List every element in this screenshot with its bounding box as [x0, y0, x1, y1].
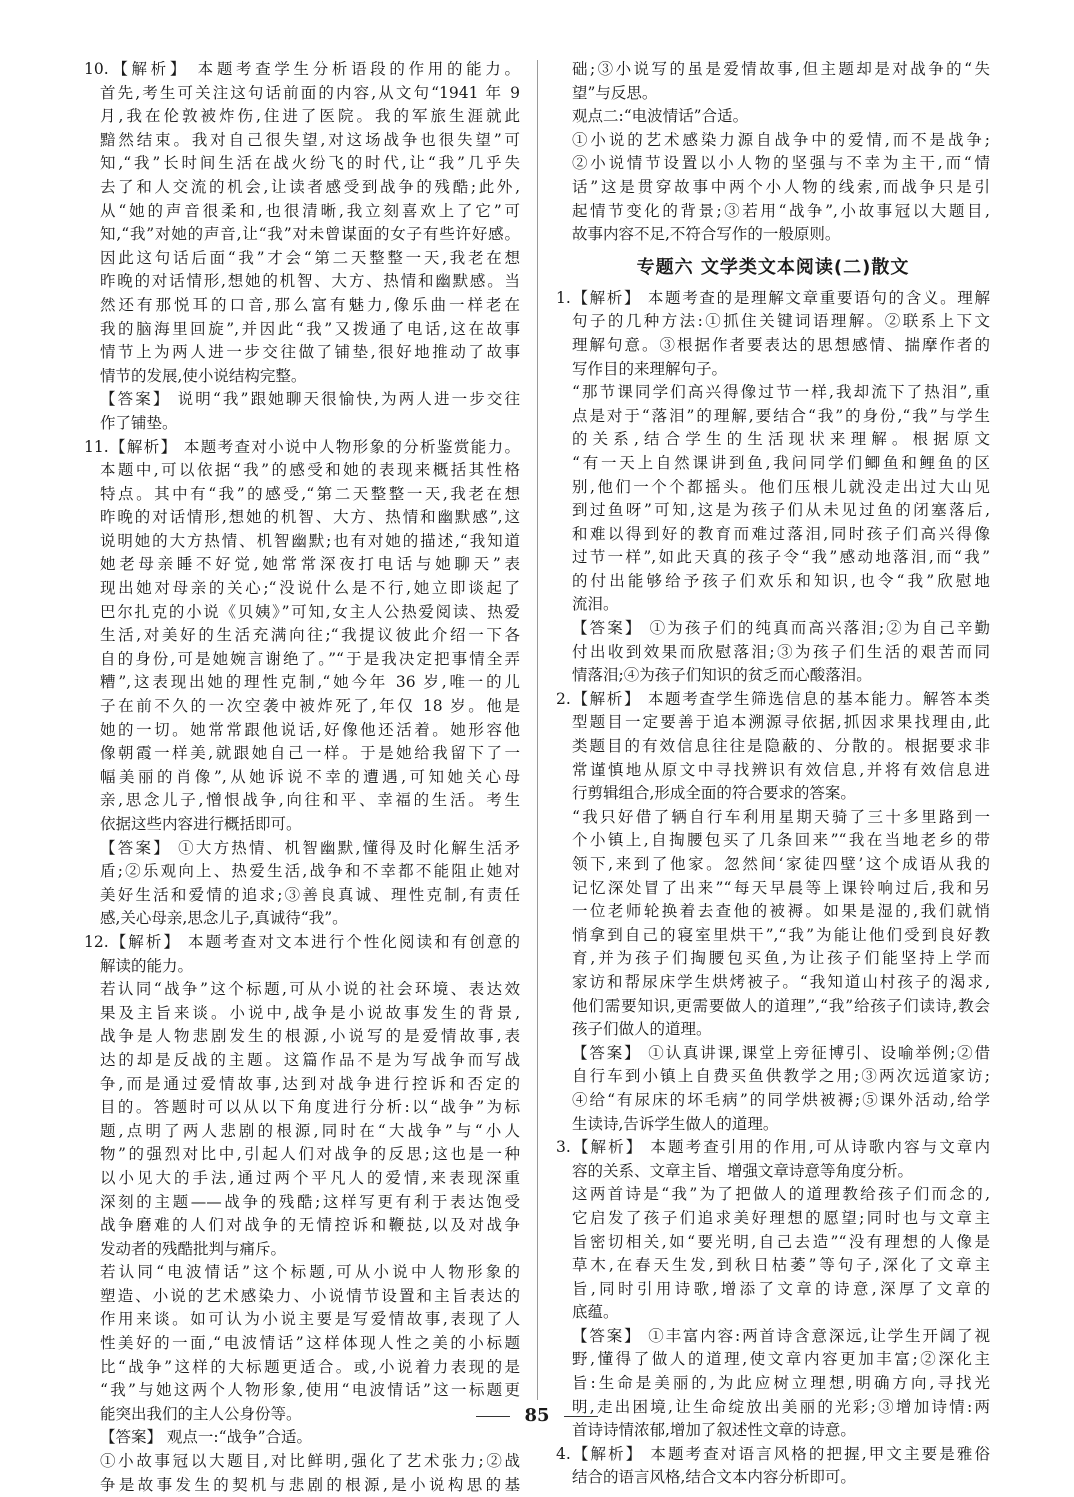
text-line: 能突出我们的主人公身份等。 [100, 1404, 302, 1423]
page-number: 85 [524, 1405, 550, 1426]
text-line: ④给“有尿床的坏毛病”的同学烘被褥;⑤课外活动,给学 [572, 1090, 990, 1109]
right-column [556, 58, 990, 1490]
text-line: 结合的语言风格,结合文本内容分析即可。 [572, 1468, 856, 1487]
text-line: 础;③小说写的虽是爱情故事,但主题却是对战争的“失 [572, 60, 990, 78]
text-line: 和难以得到好的教育而难过落泪,同时孩子们高兴得像 [572, 524, 990, 543]
page-footer [0, 1404, 1074, 1428]
text-line: 一位老师轮换着去查他的被褥。如果是湿的,我们就悄 [572, 902, 990, 921]
text-line: 情节上为两人进一步交往做了铺垫,很好地推动了故事 [100, 343, 520, 362]
text-line: “我”与她这两个人物形象,使用“电波情话”这一标题更 [100, 1381, 520, 1400]
text-line: 的付出能够给予孩子们欢乐和知识,也令“我”欣慰地 [572, 571, 990, 590]
text-line: 到过鱼呀”可知,这是为孩子们从未见过鱼的闭塞落后, [572, 501, 990, 520]
answer-item-r4 [556, 1443, 990, 1490]
text-line: 她的一切。她常常跟他说话,好像他还活着。她形容他 [100, 720, 520, 739]
text-line: 发动者的残酷批判与痛斥。 [100, 1239, 287, 1258]
text-line: 巴尔扎克的小说《贝姨》”可知,女主人公热爱阅读、热爱 [100, 602, 520, 621]
text-line: 战争磨难的人们对战争的无情控诉和鞭挞,以及对战争 [100, 1216, 520, 1235]
text-line: 行剪辑组合,形成全面的符合要求的答案。 [572, 784, 856, 803]
text-line: 情落泪;④为孩子们知识的贫乏而心酸落泪。 [572, 666, 872, 685]
text-line: 子在前不久的一次空袭中被炸死了,年仅 18 岁。他是 [100, 697, 520, 716]
text-line: 型题目一定要善于追本溯源寻依据,抓因求果找理由,此 [572, 713, 990, 732]
text-line: 依据这些内容进行概括即可。 [100, 815, 302, 833]
text-line: 知,“我”对她的声音,让“我”对未曾谋面的女子有些许好感。 [100, 225, 520, 244]
text-line: 深刻的主题——战争的残酷;这样写更有利于表达饱受 [100, 1192, 520, 1211]
text-line: 悄拿到自己的寝室里烘干”,“我”为能让他们受到良好教 [572, 925, 990, 944]
text-line: 目的。答题时可以从以下角度进行分析:以“战争”为标 [100, 1098, 520, 1117]
answer-item-r2 [556, 688, 990, 1136]
text-line: 句子的几种方法:①抓住关键词语理解。②联系上下文 [572, 312, 990, 331]
text-line: 领下,来到了他家。忽然间‘家徒四壁’这个成语从我的 [572, 855, 990, 873]
text-line: 现出她对母亲的关心;“没说什么是不行,她立即谈起了 [100, 579, 520, 598]
text-line: 明,走出困境,让生命绽放出美丽的光彩;③增加诗情:两 [572, 1397, 990, 1416]
text-line: 3.【解析】 本题考查引用的作用,可从诗歌内容与文章内 [556, 1138, 990, 1157]
answer-item-r3 [556, 1136, 990, 1443]
text-line: 生活,对美好的生活充满向往;“我提议彼此介绍一下各 [100, 626, 520, 645]
text-line: 它启发了孩子们追求美好理想的愿望;同时也与文章主 [572, 1208, 990, 1227]
text-line: 写作目的来理解句子。 [572, 359, 728, 378]
text-line: 争,而是通过爱情故事,达到对战争进行控诉和否定的 [100, 1074, 520, 1093]
text-line: 性美好的一面,“电波情话”这样体现人性之美的小标题 [100, 1334, 520, 1353]
text-line: 【答案】 ①大方热情、机智幽默,懂得及时化解生活矛 [100, 838, 520, 857]
text-line: 育,并为孩子们掏腰包买鱼,为让孩子们能坚持上学而 [572, 949, 990, 968]
text-line: 物”的强烈对比中,引起人们对战争的反思;这也是一种 [100, 1145, 520, 1164]
text-line: 4.【解析】 本题考查对语言风格的把握,甲文主要是雅俗 [556, 1444, 990, 1463]
text-line: 2.【解析】 本题考查学生筛选信息的基本能力。解答本类 [556, 689, 990, 708]
text-line: 说明她的大方热情、机智幽默;也有对她的描述,“我知道 [100, 531, 520, 550]
text-line: 旨:生命是美丽的,为此应树立理想,明确方向,寻找光 [572, 1374, 990, 1393]
text-line: 野,懂得了做人的道理,使文章内容更加丰富;②深化主 [572, 1350, 990, 1369]
right-column-answers [556, 287, 990, 1490]
answer-item-q11 [84, 436, 520, 931]
text-line: “我只好借了辆自行车利用星期天骑了三十多里路到一 [572, 807, 990, 826]
text-line: 底蕴。 [572, 1303, 619, 1322]
text-line: 10.【解析】 本题考查学生分析语段的作用的能力。 [84, 60, 520, 78]
text-line: 若认同“战争”这个标题,可从小说的社会环境、表达效 [100, 980, 520, 999]
text-line: 比“战争”这样的大标题更适合。或,小说着力表现的是 [100, 1357, 520, 1376]
text-line: 情节的发展,使小说结构完整。 [100, 366, 307, 385]
text-line: “那节课同学们高兴得像过节一样,我却流下了热泪”,重 [572, 383, 990, 402]
text-line: 然还有那悦耳的口音,那么富有魅力,像乐曲一样老在 [100, 295, 520, 314]
text-line: 作用来谈。如可认为小说主要是写爱情故事,表现了人 [100, 1310, 520, 1329]
text-line: 付出收到效果而欣慰落泪;③为孩子们生活的艰苦而同 [572, 642, 990, 661]
text-line: 我的脑海里回旋”,并因此“我”又拨通了电话,这在故事 [100, 319, 520, 338]
text-line: 点是对于“落泪”的理解,要结合“我”的身份,“我”与学生 [572, 406, 990, 425]
text-line: 特点。其中有“我”的感受,“第二天整整一天,我老在想 [100, 484, 520, 503]
text-line: 12.【解析】 本题考查对文本进行个性化阅读和有创意的 [84, 932, 520, 951]
text-line: 孩子们做人的道理。 [572, 1020, 712, 1039]
text-line: 记忆深处冒了出来”“每天早晨等上课铃响过后,我和另 [572, 878, 990, 897]
text-line: 亲,思念儿子,憎恨战争,向往和平、幸福的生活。考生 [100, 791, 520, 810]
text-line: 果及主旨来谈。小说中,战争是小说故事发生的背景, [100, 1003, 520, 1022]
text-line: 黯然结束。我对自己很失望,对这场战争也很失望”可 [100, 130, 520, 149]
text-line: 感,关心母亲,思念儿子,真诚待“我”。 [100, 909, 348, 928]
section-title: 专题六 文学类文本阅读(二)散文 [636, 256, 910, 278]
text-line: 像朝霞一样美,就跟她自己一样。于是她给我留下了一 [100, 744, 520, 763]
text-line: 11.【解析】 本题考查对小说中人物形象的分析鉴赏能力。 [84, 437, 520, 456]
text-line: ①小故事冠以大题目,对比鲜明,强化了艺术张力;②战 [100, 1452, 520, 1471]
answer-item-r1 [556, 287, 990, 688]
left-column [84, 58, 520, 1497]
text-line: 流泪。 [572, 595, 619, 614]
text-line: 【答案】 ①认真讲课,课堂上旁征博引、设喻举例;②借 [572, 1043, 990, 1062]
text-line: 的关系,结合学生的生活现状来理解。根据原文 [572, 430, 990, 449]
text-line: 理解句意。③根据作者要表达的思想感情、揣摩作者的 [572, 335, 990, 354]
footer-dash [564, 1416, 598, 1417]
text-line: 昨晚的对话情形,想她的机智、大方、热情和幽默感。当 [100, 272, 520, 291]
text-line: 话”这是贯穿故事中两个小人物的线索,而战争只是引 [572, 177, 990, 196]
text-line: 生读诗,告诉学生做人的道理。 [572, 1114, 779, 1133]
text-line: 盾;②乐观向上、热爱生活,战争和不幸都不能阻止她对 [100, 862, 520, 881]
right-column-continuation [556, 58, 990, 247]
text-line: 达的却是反战的主题。这篇作品不是为写战争而写战 [100, 1050, 520, 1069]
column-divider [537, 60, 538, 1400]
text-line: 首先,考生可关注这句话前面的内容,从文句“1941 年 9 [100, 83, 520, 102]
text-line: 旨密切相关,如“要光明,自己去造”“没有理想的人像是 [572, 1232, 990, 1251]
text-line: 争是故事发生的契机与悲剧的根源,是小说构思的基 [100, 1475, 520, 1494]
text-line: 过节一样”,如此天真的孩子令“我”感动地落泪,而“我” [572, 548, 990, 567]
text-line: 昨晚的对话情形,想她的机智、大方、热情和幽默感”,这 [100, 508, 520, 527]
text-line: 容的关系、文章主旨、增强文章诗意等角度分析。 [572, 1161, 914, 1180]
text-line: 因此这句话后面“我”才会“第二天整整一天,我老在想 [100, 248, 520, 267]
text-line: 【答案】 说明“我”跟她聊天很愉快,为两人进一步交往 [100, 390, 520, 409]
text-line: 她老母亲睡不好觉,她常常深夜打电话与她聊天”表 [100, 555, 520, 574]
text-line: 【答案】 ①为孩子们的纯真而高兴落泪;②为自己辛勤 [572, 619, 990, 638]
text-line: “有一天上自然课讲到鱼,我问同学们鲫鱼和鲤鱼的区 [572, 453, 990, 472]
text-line: 知,“我”长时间生活在战火纷飞的时代,让“我”几乎失 [100, 154, 520, 173]
text-line: 解读的能力。 [100, 956, 194, 975]
text-line: 观点二:“电波情话”合适。 [572, 107, 749, 126]
text-line: 自行车到小镇上自费买鱼供教学之用;③两次远道家访; [572, 1067, 990, 1086]
text-line: 作了铺垫。 [100, 413, 178, 432]
text-line: 故事内容不足,不符合写作的一般原则。 [572, 225, 841, 244]
text-line: 草木,在春天生发,到秋日枯萎”等句子,深化了文章主 [572, 1256, 990, 1275]
text-line: 常谨慎地从原文中寻找辨识有效信息,并将有效信息进 [572, 760, 990, 779]
text-line: 自的身份,可是她婉言谢绝了。”“于是我决定把事情全弄 [100, 649, 520, 668]
text-line: ①小说的艺术感染力源自战争中的爱情,而不是战争; [572, 130, 990, 149]
text-line: 本题中,可以依据“我”的感受和她的表现来概括其性格 [100, 461, 520, 480]
answer-item-q10 [84, 58, 520, 436]
text-line: 首诗诗情浓郁,增加了叙述性文章的诗意。 [572, 1421, 856, 1440]
text-line: 从“她的声音很柔和,也很清晰,我立刻喜欢上了它”可 [100, 201, 520, 220]
text-line: 别,他们一个个都摇头。他们压根儿就没走出过大山见 [572, 477, 990, 496]
text-line: 美好生活和爱情的追求;③善良真诚、理性克制,有责任 [100, 885, 520, 904]
text-line: 战争是人物悲剧发生的根源,小说写的是爱情故事,表 [100, 1027, 520, 1046]
text-line: 1.【解析】 本题考查的是理解文章重要语句的含义。理解 [556, 288, 990, 307]
text-line: 他们需要知识,更需要做人的道理”,“我”给孩子们读诗,教会 [572, 996, 990, 1015]
text-line: 题,点明了两人悲剧的根源,同时在“大战争”与“小人 [100, 1121, 520, 1140]
text-line: 类题目的有效信息往往是隐蔽的、分散的。根据要求非 [572, 737, 990, 756]
text-line: 望”与反思。 [572, 83, 658, 102]
text-line: 幅美丽的肖像”,从她诉说不幸的遭遇,可知她关心母 [100, 767, 520, 786]
text-line: 月,我在伦敦被炸伤,住进了医院。我的军旅生涯就此 [100, 107, 520, 126]
text-line: 【答案】 ①丰富内容:两首诗含意深远,让学生开阔了视 [572, 1326, 990, 1345]
text-line: 糟”,这表现出她的理性克制,“她今年 36 岁,唯一的儿 [100, 673, 520, 692]
text-line: 塑造、小说的艺术感染力、小说情节设置和主旨表达的 [100, 1286, 520, 1305]
text-line: 个小镇上,自掏腰包买了几条回来”“我在当地老乡的带 [572, 831, 990, 850]
text-line: 去了和人交流的机会,让读者感受到战争的残酷;此外, [100, 177, 520, 196]
text-line: 【答案】 观点一:“战争”合适。 [100, 1428, 312, 1447]
text-line: ②小说情节设置以小人物的坚强与不幸为主干,而“情 [572, 154, 990, 173]
text-line: 若认同“电波情话”这个标题,可从小说中人物形象的 [100, 1263, 520, 1282]
footer-dash [476, 1416, 510, 1417]
text-line: 这两首诗是“我”为了把做人的道理教给孩子们而念的, [572, 1185, 990, 1204]
text-line: 旨,同时引用诗歌,增添了文章的诗意,深厚了文章的 [572, 1279, 990, 1298]
text-line: 起情节变化的背景;③若用“战争”,小故事冠以大题目, [572, 201, 990, 220]
text-line: 家访和帮尿床学生烘烤被子。“我知道山村孩子的渴求, [572, 972, 990, 991]
text-line: 以小见大的手法,通过两个平凡人的爱情,来表现深重 [100, 1168, 520, 1187]
